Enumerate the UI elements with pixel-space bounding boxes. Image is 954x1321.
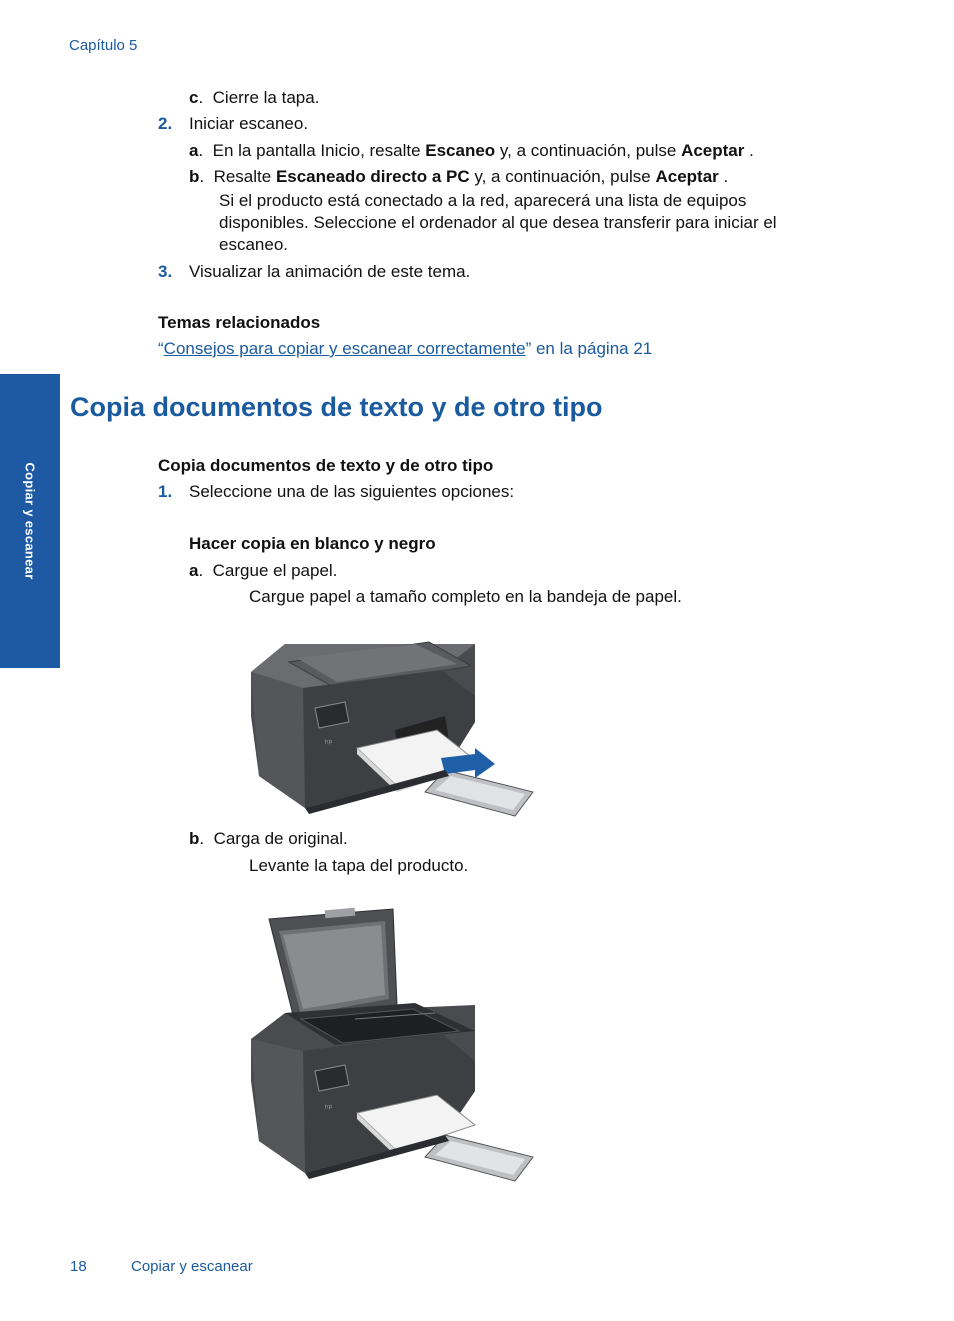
side-tab xyxy=(0,374,60,668)
step-2b-line1: Si el producto está conectado a la red, aparecerá una lista de equipos xyxy=(219,191,747,210)
related-link[interactable]: Consejos para copiar y escanear correctamente xyxy=(163,339,526,358)
option-heading: Hacer copia en blanco y negro xyxy=(189,534,436,553)
step-3-text: Visualizar la animación de este tema. xyxy=(189,262,471,281)
related-line: “Consejos para copiar y escanear correctamente” en la página 21 xyxy=(158,339,653,358)
option-step-a-detail: Cargue papel a tamaño completo en la bandeja de papel. xyxy=(249,587,682,606)
section-subheading: Copia documentos de texto y de otro tipo xyxy=(158,456,494,475)
step-3 xyxy=(158,261,172,283)
side-tab-label: Copiar y escanear xyxy=(22,462,38,580)
step-3-number: 3. xyxy=(158,262,173,281)
option-step-a: a. Cargue el papel. xyxy=(189,561,338,580)
printer-load-paper-illustration xyxy=(245,636,537,820)
step-c-text: Cierre la tapa. xyxy=(212,88,320,107)
footer-page-number: 18 xyxy=(70,1258,87,1275)
step-c: c. Cierre la tapa. xyxy=(189,88,320,107)
option-step-b: b. Carga de original. xyxy=(189,829,348,848)
section-step-1: 1. xyxy=(158,482,173,501)
step-c-letter: c xyxy=(189,88,199,107)
step-2a: a. En la pantalla Inicio, resalte Escaneo y, a continuación, pulse Aceptar . xyxy=(189,141,754,160)
step-2b-line2: disponibles. Seleccione el ordenador al que desea transferir para iniciar el xyxy=(219,213,777,232)
option-step-b-detail: Levante la tapa del producto. xyxy=(249,856,469,875)
step-2-number: 2. xyxy=(158,114,173,133)
step-2b: b. Resalte Escaneado directo a PC y, a continuación, pulse Aceptar . xyxy=(189,167,729,186)
printer-lid-open-illustration xyxy=(245,905,537,1185)
svg-text:hp: hp xyxy=(324,1102,333,1111)
section-title: Copia documentos de texto y de otro tipo xyxy=(70,392,603,422)
chapter-header: Capítulo 5 xyxy=(69,37,138,54)
svg-text:hp: hp xyxy=(324,737,333,746)
step-2 xyxy=(158,113,172,135)
related-heading: Temas relacionados xyxy=(158,313,321,332)
section-step-1-text: Seleccione una de las siguientes opciones: xyxy=(189,482,515,501)
footer-section: Copiar y escanear xyxy=(131,1258,253,1275)
step-2-text: Iniciar escaneo. xyxy=(189,114,309,133)
step-2b-line3: escaneo. xyxy=(219,235,288,254)
